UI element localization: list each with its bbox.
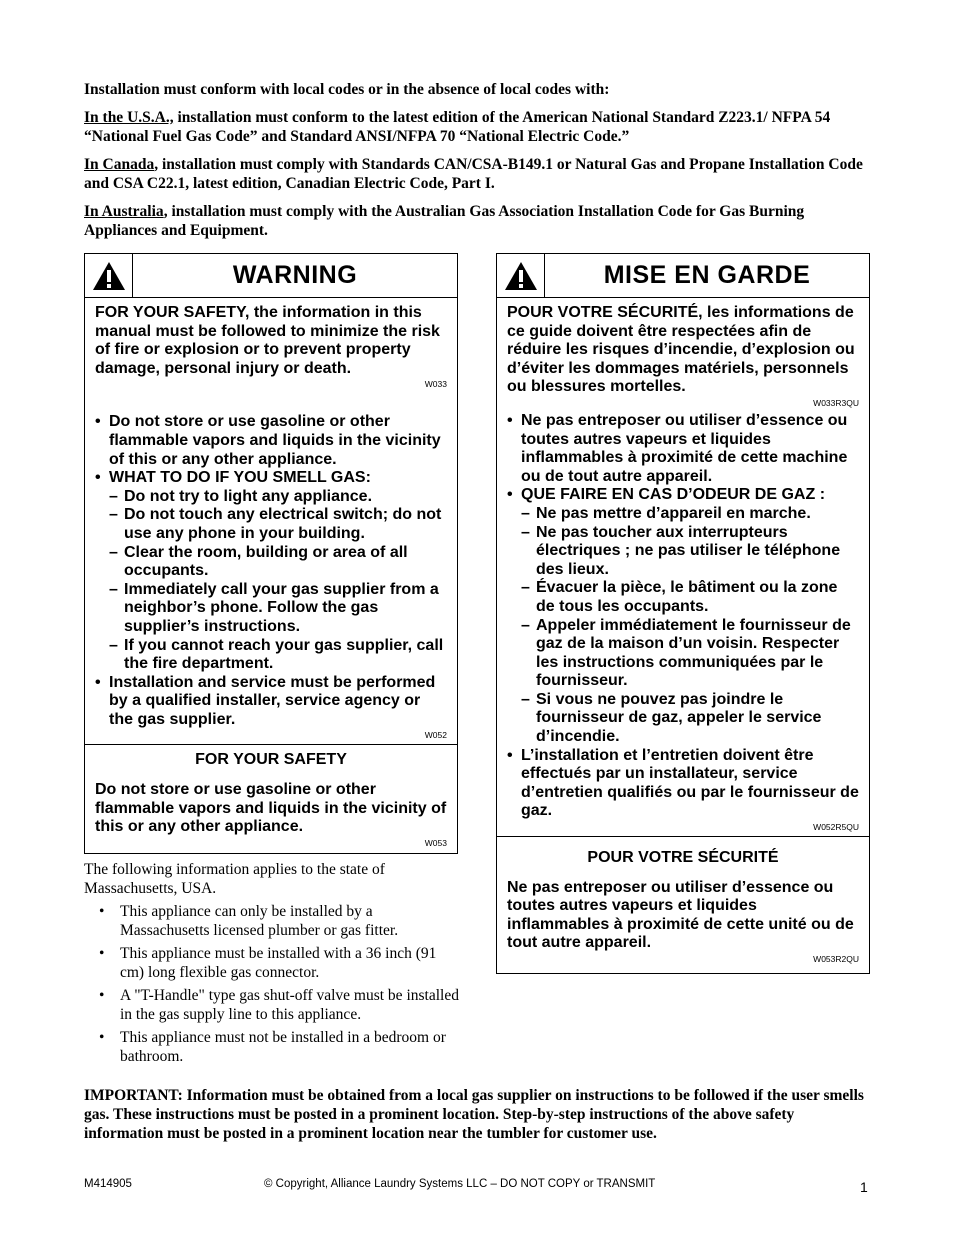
securite-section <box>497 836 869 968</box>
footer-copyright: © Copyright, Alliance Laundry Systems LLC – DO NOT COPY or TRANSMIT <box>264 1178 656 1190</box>
intro-australia <box>84 202 864 240</box>
securite-code: W053R2QU <box>813 954 859 964</box>
warning-list-section <box>85 403 457 744</box>
mise-en-garde-icon-cell <box>497 254 545 297</box>
mise-en-garde-dash-2: – Ne pas toucher aux interrupteurs électriques ; ne pas utiliser le téléphone des lieux. <box>521 524 859 580</box>
warning-dash-1: – Do not try to light any appliance. <box>109 488 447 507</box>
massachusetts-item: • This appliance can only be installed by a Massachusetts licensed plumber or gas fitter. <box>84 902 464 940</box>
securite-heading: POUR VOTRE SÉCURITÉ <box>587 849 779 867</box>
footer-doc-number: M414905 <box>84 1178 132 1190</box>
warning-intro-code: W033 <box>424 379 447 390</box>
warning-bullet-1: • Do not store or use gasoline or other flammable vapors and liquids in the vicinity of this or any other appliance. <box>95 413 447 469</box>
important-notice: IMPORTANT: Information must be obtained from a local gas supplier on instructions to be followed if the user smells gas. These instructions must be posted in a prominent location. Step-by-step instructions of the above safety information must be posted in a prominent location near the tumbler for customer use. <box>84 1087 864 1142</box>
mise-en-garde-list-section <box>497 410 869 836</box>
warning-box-french <box>496 253 870 974</box>
warning-title: WARNING <box>232 261 358 289</box>
warning-icon-cell <box>85 254 133 297</box>
warning-dash-5: – If you cannot reach your gas supplier, call the fire department. <box>109 637 447 674</box>
mise-en-garde-dash-3: – Évacuer la pièce, le bâtiment ou la zone de tous les occupants. <box>521 579 859 616</box>
mise-en-garde-bullet-list <box>507 412 859 821</box>
safety-section <box>85 744 457 851</box>
warning-intro-section <box>85 298 457 403</box>
australia-text: , installation must comply with the Australian Gas Association Installation Code for Gas Burning Appliances and Equipment. <box>84 203 805 239</box>
warning-list-code: W052 <box>424 730 447 741</box>
mise-en-garde-bullet-1: • Ne pas entreposer ou utiliser d’essence ou toutes autres vapeurs et liquides inflammables à proximité de cette machine ou de tout autre appareil. <box>507 412 859 486</box>
massachusetts-item: • This appliance must not be installed in a bedroom or bathroom. <box>84 1028 464 1066</box>
mise-en-garde-dash-4: – Appeler immédiatement le fournisseur de gaz de la maison d’un voisin. Respecter les instructions communiquées par le fournisseur. <box>521 617 859 691</box>
warning-dash-4: – Immediately call your gas supplier from a neighbor’s phone. Follow the gas supplier’s instructions. <box>109 581 447 637</box>
mise-en-garde-intro-code: W033R3QU <box>813 397 859 408</box>
warning-triangle-icon <box>504 261 538 291</box>
warning-triangle-icon <box>92 261 126 291</box>
safety-code: W053 <box>424 837 447 848</box>
mise-en-garde-bullet-2-text: QUE FAIRE EN CAS D’ODEUR DE GAZ : <box>521 486 826 504</box>
warning-intro-text: FOR YOUR SAFETY, the information in this manual must be followed to minimize the risk of fire or explosion or to prevent property damage, personal injury or death. <box>95 304 440 377</box>
mise-en-garde-dash-5: – Si vous ne pouvez pas joindre le fournisseur de gaz, appeler le service d’incendie. <box>521 691 859 747</box>
warning-dash-3: – Clear the room, building or area of all occupants. <box>109 544 447 581</box>
intro-usa <box>84 108 864 146</box>
mise-en-garde-intro-text: POUR VOTRE SÉCURITÉ, les informations de ce guide doivent être respectées afin de réduire les risques d’incendie, d’explosion ou d’éviter les dommages matériels, personnels ou blessures mortelles. <box>507 304 855 396</box>
warning-bullet-list <box>95 413 447 729</box>
safety-heading: FOR YOUR SAFETY <box>195 751 347 769</box>
warning-header <box>85 254 457 298</box>
warning-bullet-3: • Installation and service must be performed by a qualified installer, service agency or the gas supplier. <box>95 674 447 730</box>
mise-en-garde-dash-list <box>521 505 859 747</box>
massachusetts-list <box>84 902 464 1066</box>
mise-en-garde-list-code: W052R5QU <box>813 822 859 833</box>
mise-en-garde-dash-1: – Ne pas mettre d’appareil en marche. <box>521 505 859 524</box>
massachusetts-item: • This appliance must be installed with a 36 inch (91 cm) long flexible gas connector. <box>84 944 464 982</box>
warning-bullet-2-text: WHAT TO DO IF YOU SMELL GAS: <box>109 469 371 487</box>
footer-page-number: 1 <box>860 1179 868 1195</box>
mise-en-garde-intro-section <box>497 298 869 410</box>
australia-label: In Australia <box>84 203 164 220</box>
mise-en-garde-title: MISE EN GARDE <box>603 261 811 289</box>
massachusetts-lead: The following information applies to the state of Massachusetts, USA. <box>84 861 385 897</box>
usa-text: installation must conform to the latest edition of the American National Standard Z223.1/ NFPA 54 “National Fuel Gas Code” and Standard ANSI/NFPA 70 “National Electric Code.” <box>84 109 831 145</box>
canada-text: , installation must comply with Standards CAN/CSA-B149.1 or Natural Gas and Propane Installation Code and CSA C22.1, latest edition, Canadian Electric Code, Part I. <box>84 156 863 192</box>
canada-label: In Canada <box>84 156 155 173</box>
intro-section <box>84 80 864 249</box>
usa-label: In the U.S.A., <box>84 109 174 126</box>
massachusetts-section <box>84 860 464 1070</box>
securite-text: Ne pas entreposer ou utiliser d’essence ou toutes autres vapeurs et liquides inflammables à proximité de cette unité ou de tout autre appareil. <box>507 878 854 952</box>
mise-en-garde-bullet-2 <box>507 486 859 746</box>
intro-lead: Installation must conform with local codes or in the absence of local codes with: <box>84 81 610 98</box>
massachusetts-item: • A "T-Handle" type gas shut-off valve must be installed in the gas supply line to this appliance. <box>84 986 464 1024</box>
safety-text: Do not store or use gasoline or other flammable vapors and liquids in the vicinity of this or any other appliance. <box>95 781 447 836</box>
mise-en-garde-bullet-3: • L’installation et l’entretien doivent être effectués par un installateur, service d’entretien qualifiés ou par le fournisseur de gaz. <box>507 747 859 821</box>
intro-canada <box>84 155 864 193</box>
warning-bullet-2 <box>95 469 447 674</box>
mise-en-garde-header <box>497 254 869 298</box>
warning-box-english <box>84 253 458 854</box>
warning-dash-list <box>109 488 447 674</box>
warning-dash-2: – Do not touch any electrical switch; do not use any phone in your building. <box>109 506 447 543</box>
